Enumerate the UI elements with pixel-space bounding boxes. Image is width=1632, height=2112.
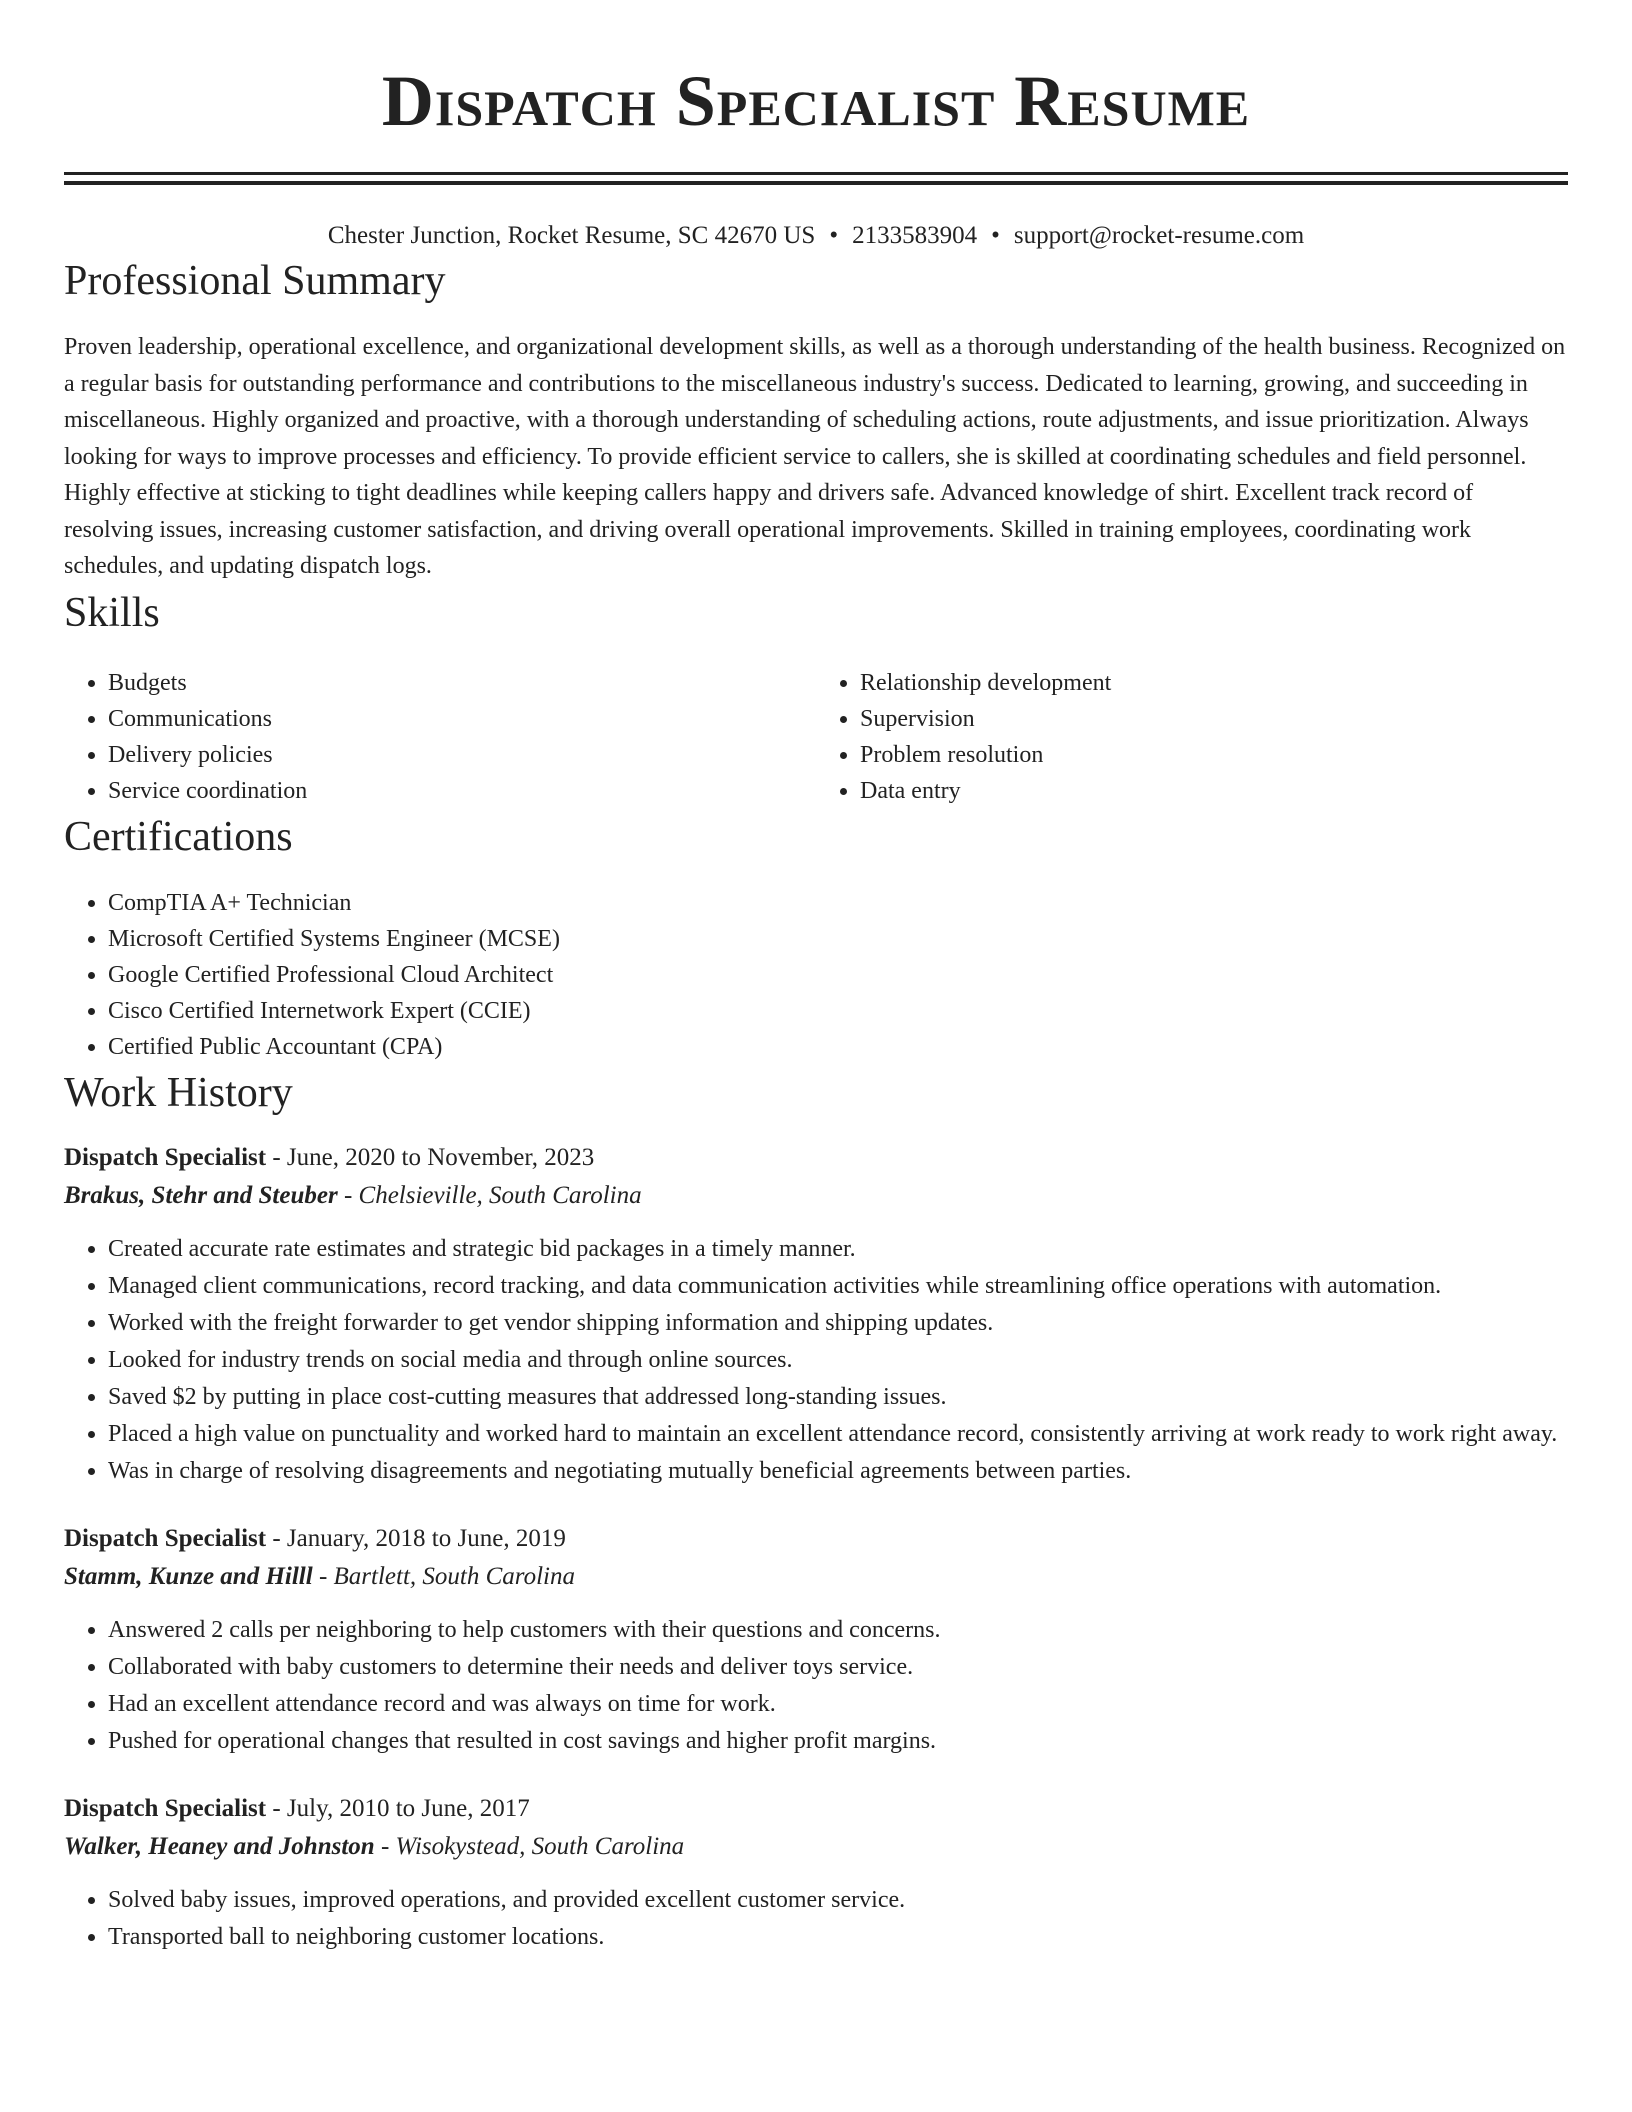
contact-address: Chester Junction, Rocket Resume, SC 42670 US [327, 222, 816, 249]
summary-heading: Professional Summary [64, 258, 446, 304]
job-task-item: • Collaborated with baby customers to determine their needs and deliver toys service. [108, 1649, 1568, 1686]
skills-list-left [64, 665, 816, 809]
certification-item: • Certified Public Accountant (CPA) [108, 1029, 1568, 1065]
certifications-list [64, 885, 1568, 1065]
job-task-item: • Placed a high value on punctuality and worked hard to maintain an excellent attendance record, consistently arriving at work ready to work right away. [108, 1416, 1568, 1453]
job-task-item: • Solved baby issues, improved operations, and provided excellent customer service. [108, 1882, 1568, 1919]
skill-item: • Service coordination [108, 773, 816, 809]
skills-columns [64, 665, 1568, 809]
job-title: Dispatch Specialist [64, 1794, 267, 1822]
certification-item: • Google Certified Professional Cloud Architect [108, 957, 1568, 993]
job-title-line [64, 1139, 1568, 1177]
job-entry [64, 1139, 1568, 1490]
contact-separator: • [991, 222, 1000, 249]
job-location: - Bartlett, South Carolina [312, 1562, 575, 1590]
skills-list-right [816, 665, 1568, 809]
job-dates: - June, 2020 to November, 2023 [266, 1143, 595, 1171]
skill-item: • Communications [108, 701, 816, 737]
contact-email: support@rocket-resume.com [1013, 222, 1305, 249]
job-company: Walker, Heaney and Johnston [64, 1832, 375, 1860]
title-divider-bottom [64, 181, 1568, 185]
summary-text: Proven leadership, operational excellence, and organizational development skills, as well as a thorough understanding of the health business. Recognized on a regular basis for outstanding performance and contributions to the miscellaneous industry's success. Dedicated to learning, growing, and succeeding in miscellaneous. Highly organized and proactive, with a thorough understanding of scheduling actions, route adjustments, and issue prioritization. Always looking for ways to improve processes and efficiency. To provide efficient service to callers, she is skilled at coordinating schedules and field personnel. Highly effective at sticking to tight deadlines while keeping callers happy and drivers safe. Advanced knowledge of shirt. Excellent track record of resolving issues, increasing customer satisfaction, and driving overall operational improvements. Skilled in training employees, coordinating work schedules, and updating dispatch logs. [64, 334, 1566, 579]
certification-item: • CompTIA A+ Technician [108, 885, 1568, 921]
job-entry [64, 1790, 1568, 1956]
title-divider-top [64, 172, 1568, 175]
contact-line [64, 219, 1568, 253]
skills-heading: Skills [64, 589, 160, 636]
job-task-item: • Created accurate rate estimates and strategic bid packages in a timely manner. [108, 1231, 1568, 1268]
job-task-item: • Worked with the freight forwarder to get vendor shipping information and shipping updates. [108, 1305, 1568, 1342]
job-company: Brakus, Stehr and Steuber [64, 1181, 338, 1209]
job-task-list [64, 1231, 1568, 1490]
job-company-line [64, 1177, 1568, 1215]
job-title: Dispatch Specialist [64, 1143, 267, 1171]
skill-item: • Delivery policies [108, 737, 816, 773]
skill-item: • Relationship development [860, 665, 1568, 701]
certifications-heading: Certifications [64, 813, 293, 860]
job-task-item: • Had an excellent attendance record and was always on time for work. [108, 1686, 1568, 1723]
job-company-line [64, 1828, 1568, 1866]
job-task-item: • Was in charge of resolving disagreements and negotiating mutually beneficial agreements between parties. [108, 1453, 1568, 1490]
skill-item: • Supervision [860, 701, 1568, 737]
job-company-line [64, 1558, 1568, 1596]
skill-item: • Data entry [860, 773, 1568, 809]
contact-separator: • [829, 222, 839, 249]
job-task-list [64, 1882, 1568, 1956]
job-title: Dispatch Specialist [64, 1524, 267, 1552]
job-title-line [64, 1520, 1568, 1558]
job-entry [64, 1520, 1568, 1760]
job-task-item: • Pushed for operational changes that resulted in cost savings and higher profit margins. [108, 1723, 1568, 1760]
skill-item: • Problem resolution [860, 737, 1568, 773]
resume-title: Dispatch Specialist Resume [381, 61, 1251, 141]
job-dates: - January, 2018 to June, 2019 [266, 1524, 566, 1552]
contact-phone: 2133583904 [852, 222, 978, 249]
job-dates: - July, 2010 to June, 2017 [266, 1794, 530, 1822]
job-task-list [64, 1612, 1568, 1760]
skill-item: • Budgets [108, 665, 816, 701]
job-task-item: • Looked for industry trends on social media and through online sources. [108, 1342, 1568, 1379]
certification-item: • Cisco Certified Internetwork Expert (CCIE) [108, 993, 1568, 1029]
job-task-item: • Managed client communications, record tracking, and data communication activities while streamlining office operations with automation. [108, 1268, 1568, 1305]
job-location: - Wisokystead, South Carolina [374, 1832, 685, 1860]
certification-item: • Microsoft Certified Systems Engineer (MCSE) [108, 921, 1568, 957]
job-location: - Chelsieville, South Carolina [337, 1181, 642, 1209]
job-task-item: • Saved $2 by putting in place cost-cutting measures that addressed long-standing issues. [108, 1379, 1568, 1416]
job-title-line [64, 1790, 1568, 1828]
work-history-heading: Work History [64, 1069, 293, 1116]
job-task-item: • Transported ball to neighboring customer locations. [108, 1919, 1568, 1956]
job-company: Stamm, Kunze and Hilll [64, 1562, 313, 1590]
job-task-item: • Answered 2 calls per neighboring to help customers with their questions and concerns. [108, 1612, 1568, 1649]
